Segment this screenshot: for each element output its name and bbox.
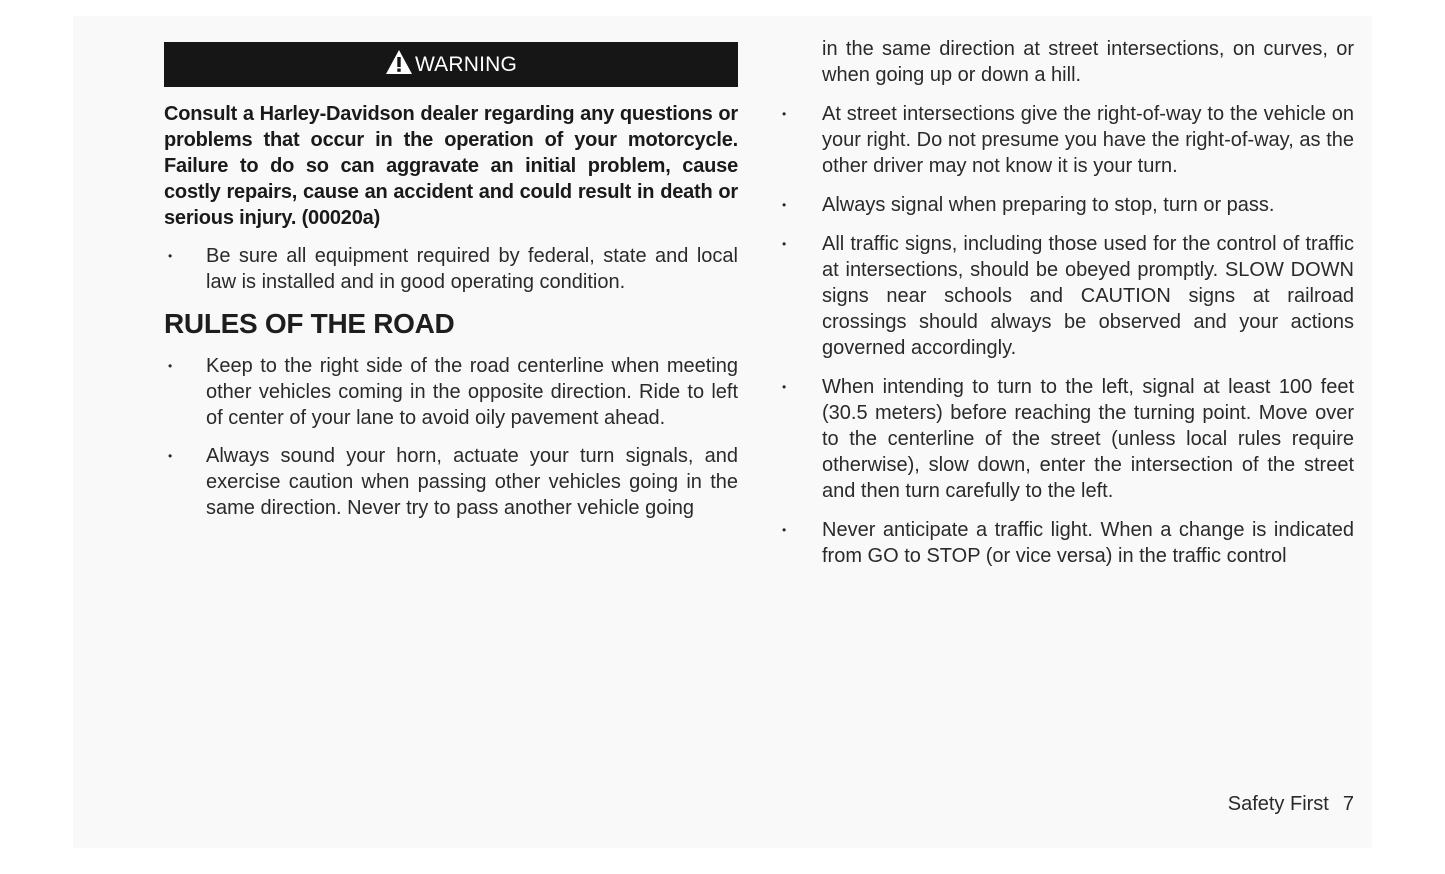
list-item-text: Keep to the right side of the road centerline when meeting other vehicles coming in the opposite direction. Ride to left of center of your lane to avoid oily pavement ahead. [206,355,738,429]
list-item-text: Always signal when preparing to stop, turn or pass. [822,194,1275,216]
bullet-glyph: • [782,237,787,251]
list-item [164,243,738,295]
continued-text: in the same direction at street intersections, on curves, or when going up or down a hill. [822,38,1354,86]
bullet-glyph: • [168,359,173,373]
list-item [778,517,1354,569]
bullet-glyph: • [168,249,173,263]
page-footer [1228,793,1354,816]
list-item-text: Always sound your horn, actuate your turn signals, and exercise caution when passing other vehicles going in the same direction. Never try to pass another vehicle going [206,445,738,519]
page-number: 7 [1342,793,1354,815]
list-item-text: All traffic signs, including those used for the control of traffic at intersections, should be obeyed promptly. SLOW DOWN signs near schools and CAUTION signs at railroad crossings should always be observed and your actions governed accordingly. [822,233,1354,359]
warning-message: Consult a Harley-Davidson dealer regarding any questions or problems that occur in the operation of your motorcycle. Failure to do so can aggravate an initial problem, cause costly repairs, cause an accident and could result in death or serious injury. (00020a) [164,103,738,229]
bullet-glyph: • [782,380,787,394]
list-item [778,231,1354,361]
section-heading: RULES OF THE ROAD [164,308,455,339]
bullet-glyph: • [782,198,787,212]
left-column [164,42,738,521]
bullet-glyph: • [168,449,173,463]
list-item [164,443,738,521]
manual-page [73,16,1372,848]
warning-banner [164,42,738,87]
right-column [778,36,1354,569]
warning-label: WARNING [414,52,518,76]
footer-section-name: Safety First [1227,793,1329,815]
list-item [778,101,1354,179]
list-item-text: Never anticipate a traffic light. When a change is indicated from GO to STOP (or vice versa) in the traffic control [822,519,1354,567]
list-item-text: At street intersections give the right-of-way to the vehicle on your right. Do not presume you have the right-of-way, as the other driver may not know it is your turn. [822,103,1354,177]
bullet-glyph: • [782,107,787,121]
list-item [778,374,1354,504]
list-item [778,192,1354,218]
bullet-glyph: • [782,523,787,537]
warning-triangle-icon [385,49,413,75]
list-item-text: When intending to turn to the left, signal at least 100 feet (30.5 meters) before reaching the turning point. Move over to the centerline of the street (unless local rules require otherwise), slow down, enter the intersection of the street and then turn carefully to the left. [822,376,1354,502]
list-item-text: Be sure all equipment required by federal, state and local law is installed and in good operating condition. [206,245,738,293]
list-item [164,353,738,431]
